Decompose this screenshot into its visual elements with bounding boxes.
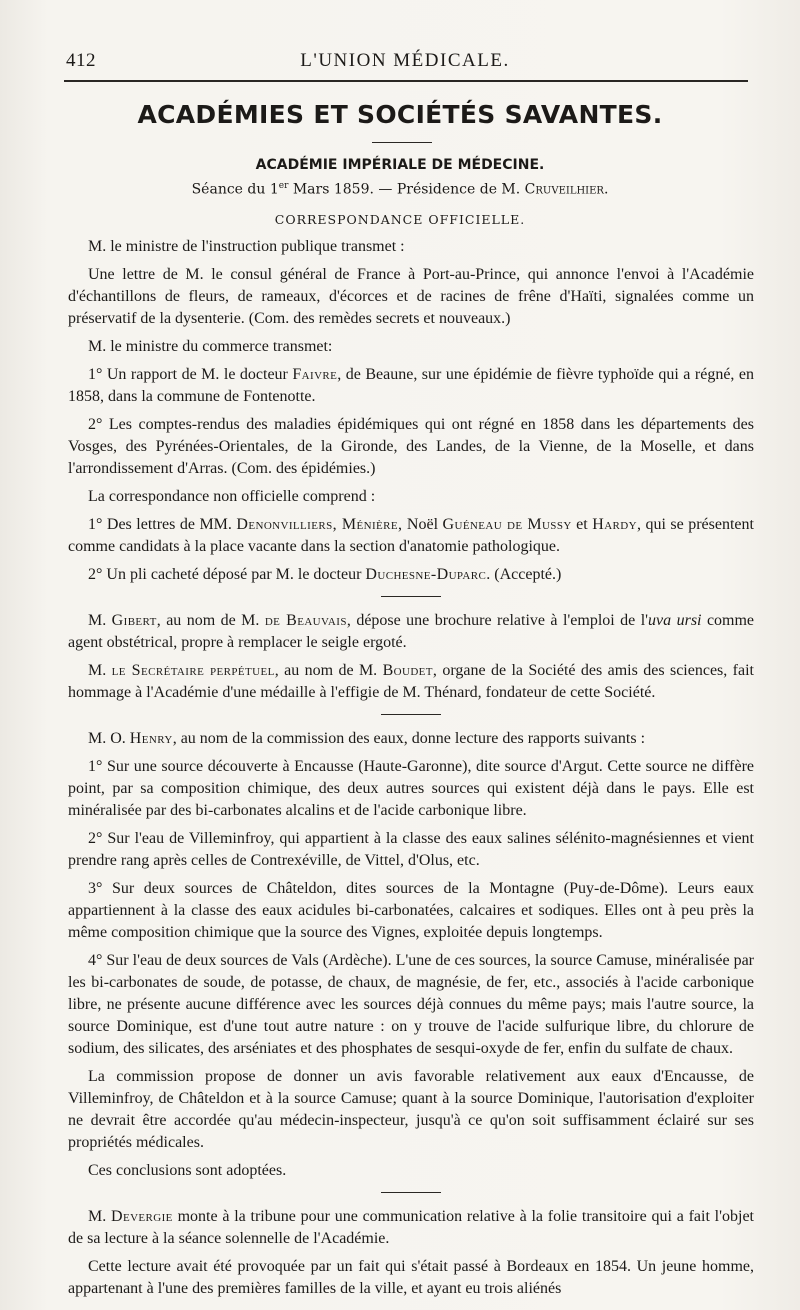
text: . (Accepté.) — [486, 566, 562, 583]
text: 2° Un pli cacheté déposé par M. le docteur — [88, 566, 366, 583]
person-name: Henry — [129, 730, 173, 747]
text: 1° Un rapport de M. le docteur — [88, 366, 293, 383]
paragraph — [68, 660, 754, 704]
text: M. — [88, 662, 112, 679]
paragraph: 1° Sur une source découverte à Encausse (Haute-Garonne), dite source d'Argut. Cette source ne diffère point, par sa composition chimique, des deux autres sources qui existent déjà dans le pays. Elle est minéralisée par des bi-carbonates alcalins et de l'acide carbonique libre. — [68, 758, 754, 819]
paragraph — [68, 610, 754, 654]
text: , qui se présentent comme candidats à la place vacante dans la section d'anatomie pathologique. — [68, 516, 754, 555]
section-title: ACADÉMIES ET SOCIÉTÉS SAVANTES. — [137, 100, 663, 129]
text: , de Beaune, sur une épidémie de fièvre typhoïde qui a régné, en 1858, dans la commune de Fontenotte. — [68, 366, 754, 405]
person-name: de Beauvais — [264, 612, 347, 629]
text: M. O. — [88, 730, 130, 747]
running-header — [66, 50, 744, 76]
session-date-sup: er — [278, 181, 289, 191]
paragraph: 2° Sur l'eau de Villeminfroy, qui appartient à la classe des eaux salines sélénito-magnésiennes et vient prendre rang après celles de Contrexéville, de Vittel, d'Olus, etc. — [68, 830, 754, 869]
paragraph — [68, 728, 754, 750]
paragraph: La correspondance non officielle comprend : — [88, 488, 376, 505]
person-name: Gibert — [111, 612, 157, 629]
separator-rule — [381, 714, 441, 715]
person-name: Guéneau de Mussy — [442, 516, 572, 533]
text: M. — [88, 1208, 111, 1225]
text: , au nom de la commission des eaux, donne lecture des rapports suivants : — [172, 730, 646, 747]
person-name: Duchesne-Duparc — [365, 566, 487, 583]
header-rule — [64, 80, 748, 82]
paragraph — [68, 514, 754, 558]
text: comme agent obstétrical, propre à remplacer le seigle ergoté. — [68, 612, 755, 651]
paragraph: M. le ministre de l'instruction publique transmet : — [88, 238, 405, 255]
session-line — [0, 181, 800, 198]
article-body — [68, 236, 754, 1306]
correspondence-heading: CORRESPONDANCE OFFICIELLE. — [274, 212, 526, 227]
paragraph: Une lettre de M. le consul général de France à Port-au-Prince, qui annonce l'envoi à l'Académie d'échantillons de fleurs, de rameaux, d'écorces et de racines de frêne d'Haïti, signalées comme un préservatif de la dysenterie. (Com. des remèdes secrets et nouveaux.) — [68, 266, 754, 327]
italic-term: uva ursi — [648, 612, 702, 629]
paragraph: 3° Sur deux sources de Châteldon, dites sources de la Montagne (Puy-de-Dôme). Leurs eaux appartiennent à la classe des eaux acidules bi-carbonatées, calcaires et sodiques. Elles ont à peu près la même composition chimique que la source des Vignes, exploitée depuis longtemps. — [68, 880, 754, 941]
text: , au nom de M. — [274, 662, 383, 679]
page-number: 412 — [66, 50, 96, 71]
text: et — [571, 516, 593, 533]
president-name: Cruveilhier. — [524, 181, 609, 198]
text: monte à la tribune pour une communication relative à la folie transitoire qui a fait l'objet de sa lecture à la séance solennelle de l'Académie. — [68, 1208, 754, 1247]
text: , au nom de M. — [156, 612, 265, 629]
paragraph: 4° Sur l'eau de deux sources de Vals (Ardèche). L'une de ces sources, la source Camuse, minéralisée par les bi-carbonates de soude, de potasse, de chaux, de magnésie, de fer, etc., associés à l'acide carbonique libre, ne présente aucune différence avec les sources déjà connues du même pays; mais l'autre source, la source Dominique, est d'une tout autre nature : on y trouve de l'acide sulfurique libre, du chlorure de sodium, des silicates, des arséniates et des phosphates de sesqui-oxyde de fer, enfin du sulfate de chaux. — [68, 952, 754, 1057]
paragraph: Ces conclusions sont adoptées. — [88, 1162, 287, 1179]
academy-heading: ACADÉMIE IMPÉRIALE DE MÉDECINE. — [255, 157, 545, 173]
title-rule — [372, 142, 432, 143]
person-name: Boudet — [382, 662, 433, 679]
paragraph — [68, 1206, 754, 1250]
person-name: Faivre — [292, 366, 338, 383]
paragraph — [68, 564, 754, 586]
text: 1° Des lettres de MM. — [88, 516, 237, 533]
paragraph: La commission propose de donner un avis favorable relativement aux eaux d'Encausse, de Villeminfroy, de Châteldon et à la source Camuse; quant à la source Dominique, l'autorisation d'exploiter ne devrait être accordée qu'au médecin-inspecteur, jusqu'à ce qu'on soit suffisamment éclairé sur ses propriétés médicales. — [68, 1068, 754, 1151]
paragraph: M. le ministre du commerce transmet: — [88, 338, 333, 355]
session-presidency: Mars 1859. — Présidence de M. — [288, 181, 525, 198]
text: , dépose une brochure relative à l'emploi de l' — [346, 612, 649, 629]
paragraph — [68, 364, 754, 408]
person-name: le Secrétaire perpétuel — [111, 662, 275, 679]
person-name: Hardy — [592, 516, 637, 533]
paragraph: 2° Les comptes-rendus des maladies épidémiques qui ont régné en 1858 dans les départements des Vosges, des Pyrénées-Orientales, de la Gironde, des Landes, de la Vienne, de la Moselle, et dans l'arrondissement d'Arras. (Com. des épidémies.) — [68, 416, 754, 477]
person-name: Denonvilliers, Ménière, — [236, 516, 403, 533]
person-name: Devergie — [111, 1208, 173, 1225]
separator-rule — [381, 596, 441, 597]
separator-rule — [381, 1192, 441, 1193]
journal-title: L'UNION MÉDICALE. — [300, 50, 510, 71]
text: M. — [88, 612, 112, 629]
session-date-prefix: Séance du 1 — [191, 181, 279, 198]
text: , organe de la Société des amis des sciences, fait hommage à l'Académie d'une médaille à l'effigie de M. Thénard, fondateur de cette Société. — [68, 662, 755, 701]
text: Noël — [402, 516, 443, 533]
paragraph: Cette lecture avait été provoquée par un fait qui s'était passé à Bordeaux en 1854. Un jeune homme, appartenant à l'une des premières familles de la ville, et ayant eu trois aliénés — [68, 1258, 754, 1297]
